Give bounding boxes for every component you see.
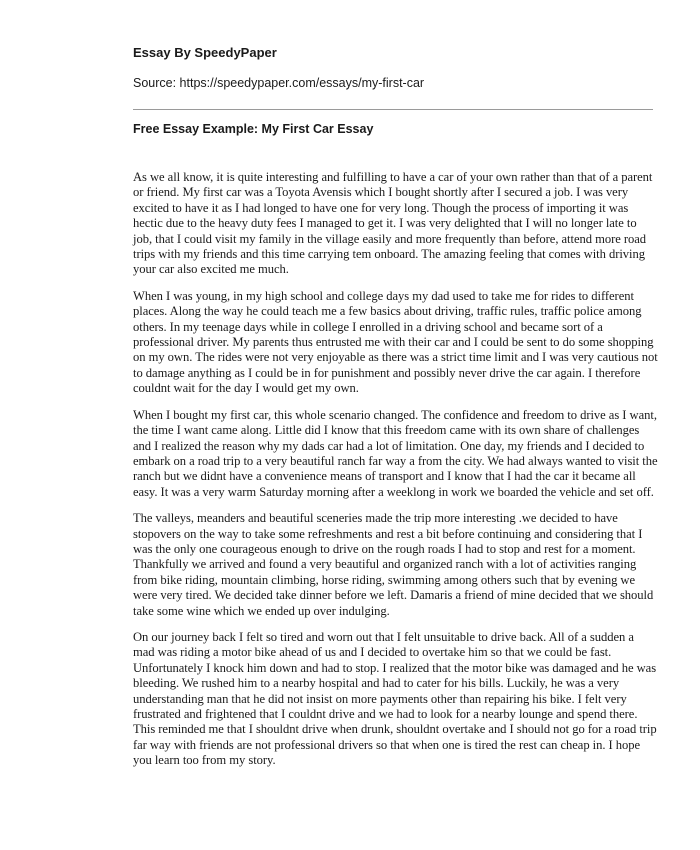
document-header [133, 45, 653, 91]
essay-title: Free Essay Example: My First Car Essay [133, 122, 374, 136]
site-title: Essay By SpeedyPaper [133, 45, 277, 60]
essay-body [133, 170, 658, 780]
essay-paragraph: The valleys, meanders and beautiful sceneries made the trip more interesting .we decided to have stopovers on the way to take some refreshments and rest a bit before continuing and considering that I was the only one courageous enough to drive on the rough roads I had to stop and rest for a moment. Thankfully we arrived and found a very beautiful and organized ranch with a lot of activities ranging from bike riding, mountain climbing, horse riding, swimming among others such that by evening we were very tired. We decided take dinner before we left. Damaris a friend of mine decided that we should take some wine which we ended up over indulging. [133, 511, 654, 618]
essay-paragraph: On our journey back I felt so tired and worn out that I felt unsuitable to drive back. All of a sudden a mad was riding a motor bike ahead of us and I decided to overtake him so that we could be fast. Unfortunately I knock him down and had to stop. I realized that the motor bike was damaged and he was bleeding. We rushed him to a nearby hospital and had to cater for his bills. Luckily, he was a very understanding man that he did not insist on more payments other than repairing his bike. I felt very frustrated and frightened that I couldnt drive and we had to look for a nearby lounge and spend there. This reminded me that I shouldnt drive when drunk, shouldnt overtake and I should not go for a road trip far way with friends are not professional drivers so that when one is tired the rest can cheap in. I hope you learn too from my story. [133, 629, 657, 768]
header-divider [133, 109, 653, 110]
source-line: Source: https://speedypaper.com/essays/my-first-car [133, 76, 425, 90]
essay-paragraph: When I was young, in my high school and college days my dad used to take me for rides to different places. Along the way he could teach me a few basics about driving, traffic rules, traffic police among others. In my teenage days while in college I enrolled in a driving school and became sort of a professional driver. My parents thus entrusted me with their car and I could be sent to do some shopping on my own. The rides were not very enjoyable as there was a strict time limit and I was very cautious not to damage anything as I could be in for punishment and possibly never drive the car again. I therefore couldnt wait for the day I would get my own. [133, 288, 658, 396]
essay-paragraph: When I bought my first car, this whole scenario changed. The confidence and freedom to drive as I want, the time I want came along. Little did I know that this freedom came with its own share of challenges and I realized the reason why my dads car had a lot of limitation. One day, my friends and I decided to embark on a road trip to a very beautiful ranch far way a from the city. We had always wanted to visit the ranch but we didnt have a convenience means of transport and I know that I had the car it became all easy. It was a very warm Saturday morning after a weeklong in work we boarded the vehicle and set off. [133, 407, 658, 499]
essay-paragraph: As we all know, it is quite interesting and fulfilling to have a car of your own rather than that of a parent or friend. My first car was a Toyota Avensis which I bought shortly after I secured a job. I was very excited to have it as I had longed to have one for very long. Though the process of importing it was hectic due to the heavy duty fees I managed to get it. I was very delighted that I will no longer late to job, that I could visit my family in the village easily and more frequently than before, attend more road trips with my friends and this time carrying tem onboard. The amazing feeling that comes with driving your car also excited me much. [133, 170, 653, 277]
